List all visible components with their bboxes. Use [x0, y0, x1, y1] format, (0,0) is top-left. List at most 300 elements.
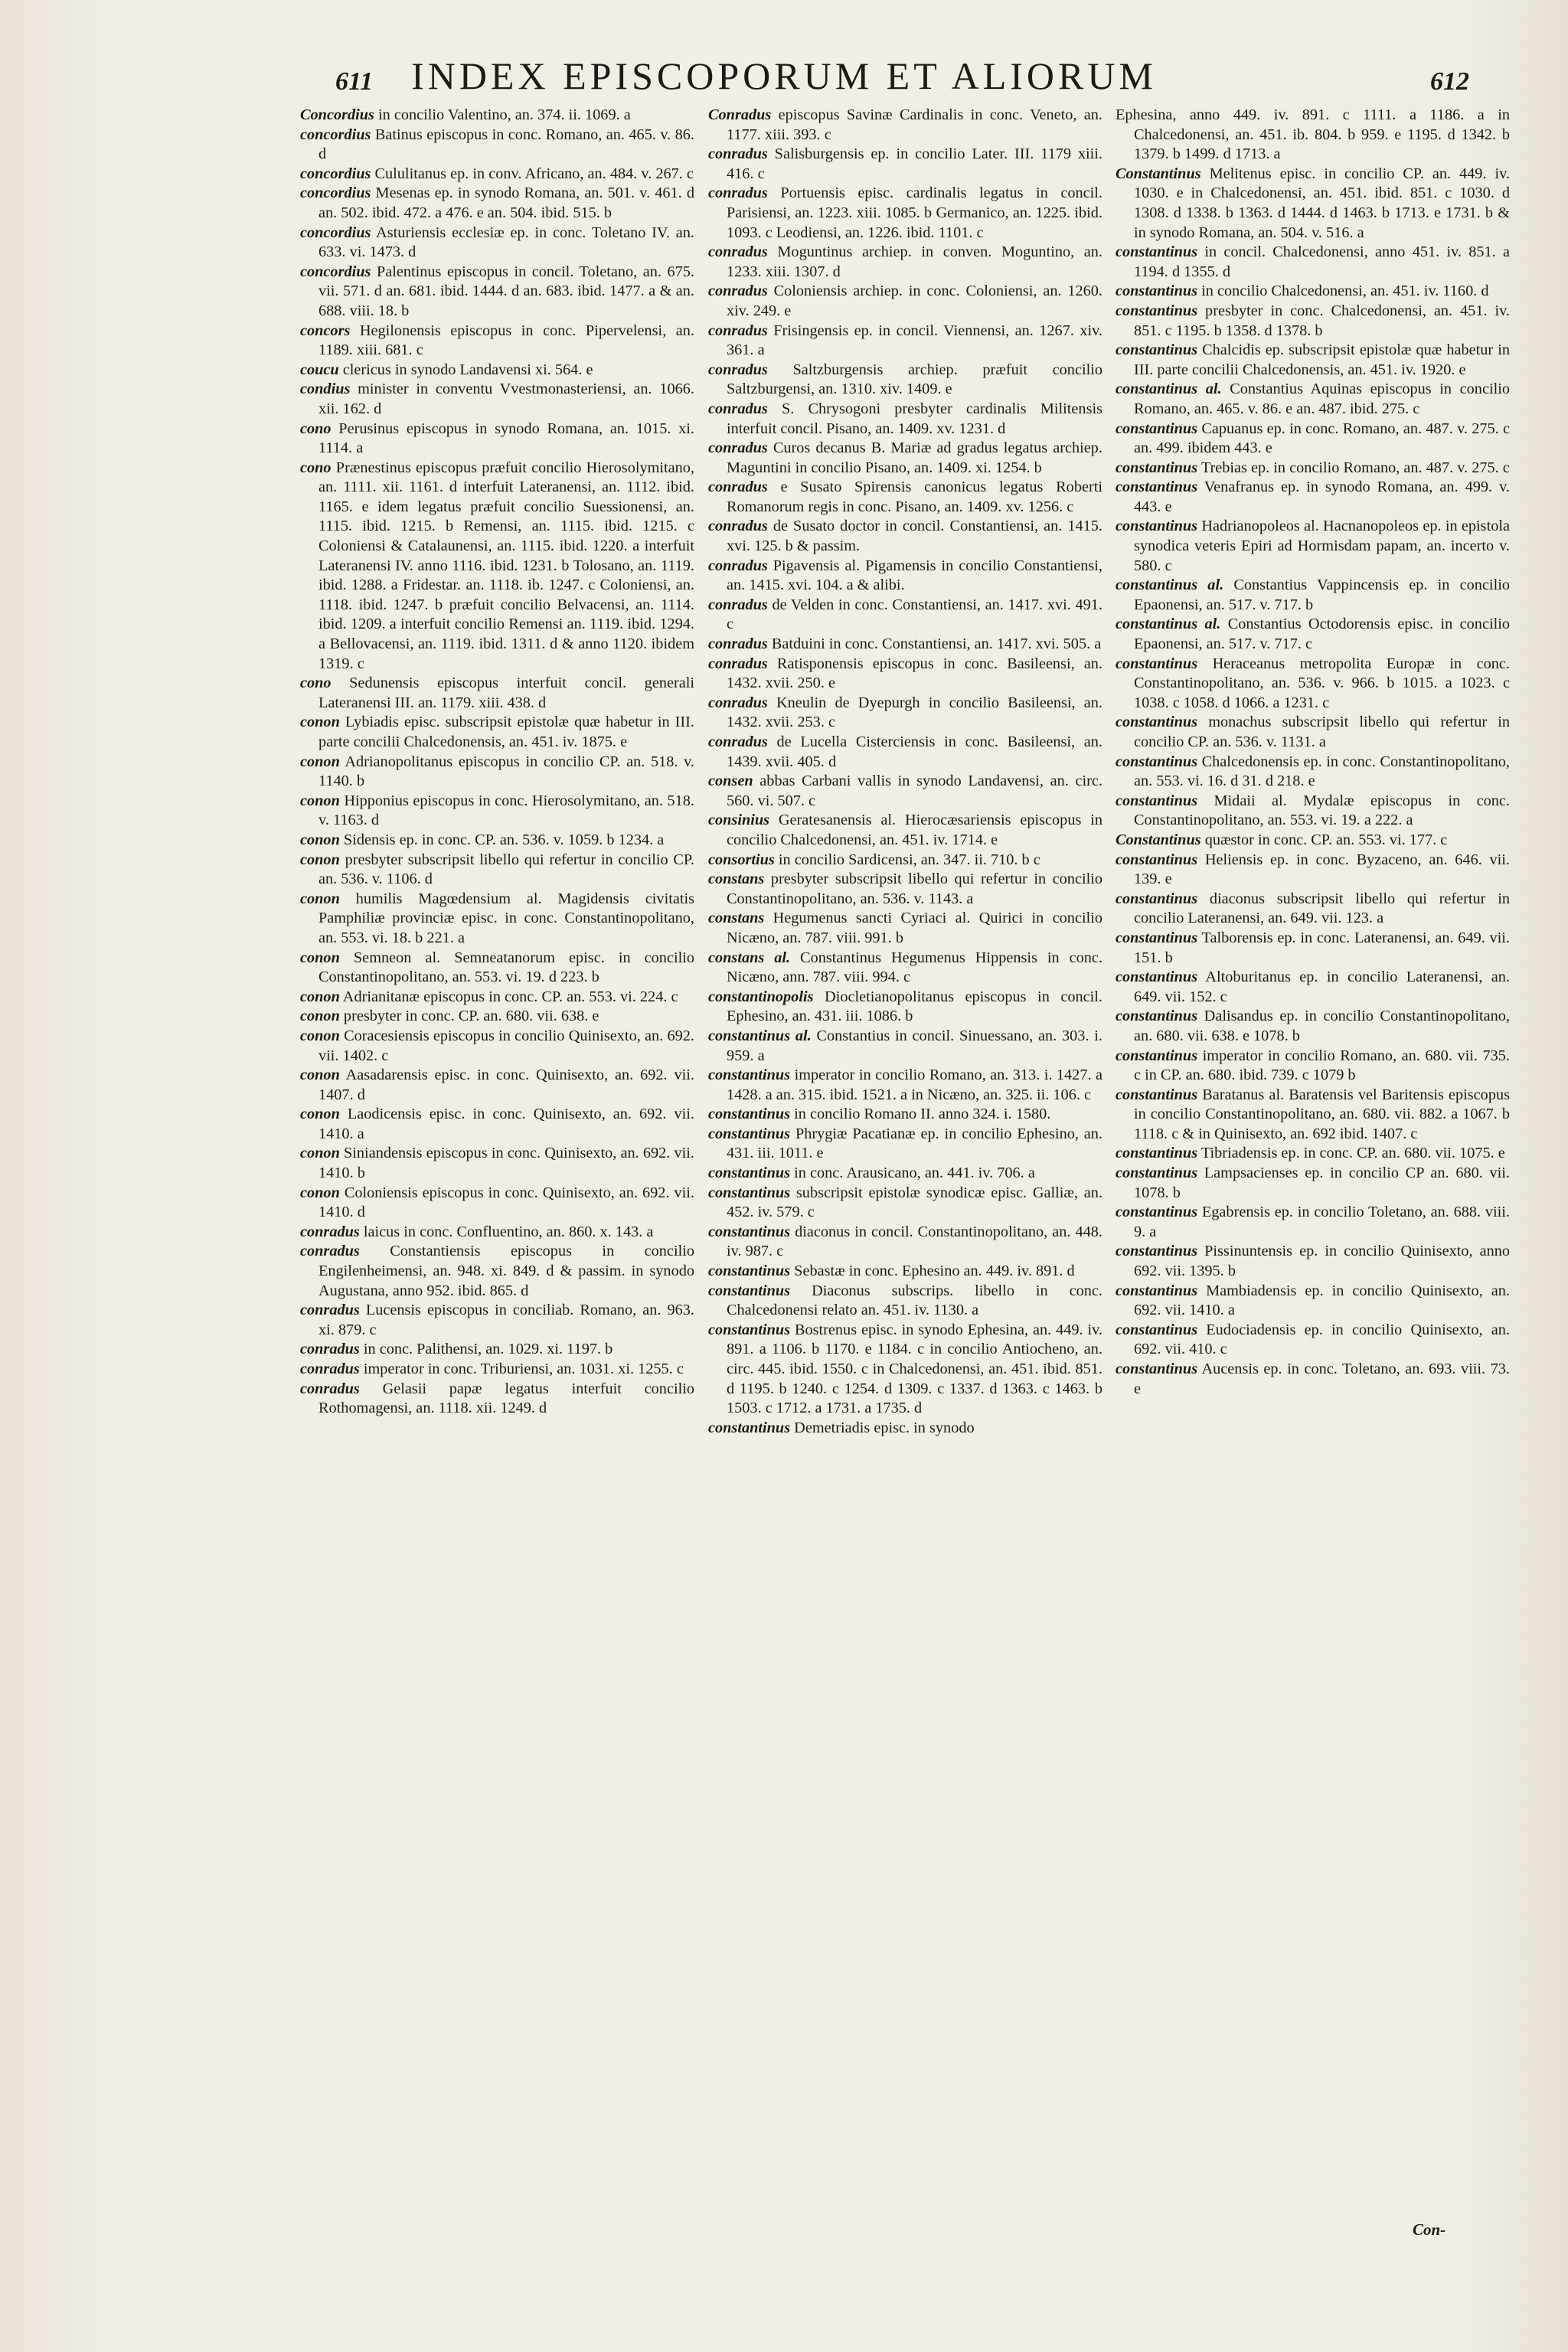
index-entry	[708, 870, 1102, 909]
index-entry	[1116, 713, 1510, 752]
entry-text: imperator in concilio Romano, an. 313. i. 1427. a 1428. a an. 315. ibid. 1521. a in Nicæno, an. 325. ii. 106. c	[727, 1067, 1102, 1103]
entry-text: Talborensis ep. in conc. Lateranensi, an. 649. vii. 151. b	[1134, 929, 1510, 966]
entry-text: Phrygiæ Pacatianæ ep. in concilio Ephesino, an. 431. iii. 1011. e	[727, 1125, 1102, 1162]
entry-text: Geratesanensis al. Hierocæsariensis episcopus in concilio Chalcedonensi, an. 451. iv. 1714. e	[727, 812, 1102, 848]
catchword: Con-	[1413, 2220, 1446, 2239]
entry-headword: conon	[300, 792, 340, 809]
entry-text: Eudociadensis ep. in concilio Quinisexto, an. 692. vii. 410. c	[1134, 1321, 1510, 1358]
index-entry	[300, 184, 694, 223]
entry-text: Baratanus al. Baratensis vel Baritensis episcopus in concilio Constantinopolitano, an. 680. vii. 882. a 1067. b 1118. c & in Quinisexto, an. 692 ibid. 1407. c	[1134, 1086, 1510, 1142]
page-header	[0, 47, 1568, 109]
entry-text: Ratisponensis episcopus in conc. Basileensi, an. 1432. xvii. 250. e	[727, 655, 1102, 692]
index-entry	[1116, 165, 1510, 243]
entry-text: Sedunensis episcopus interfuit concil. generali Lateranensi III. an. 1179. xiii. 438. d	[318, 675, 694, 711]
index-entry	[300, 106, 694, 126]
index-entry	[1116, 792, 1510, 831]
index-entry	[300, 459, 694, 675]
entry-headword: constantinus	[708, 1263, 791, 1280]
index-entry	[708, 1125, 1102, 1164]
entry-headword: conradus	[708, 400, 768, 417]
index-entry	[708, 694, 1102, 733]
entry-headword: constantinus	[1116, 1361, 1198, 1377]
entry-headword: constantinus al.	[1116, 381, 1222, 398]
entry-headword: constantinus al.	[1116, 616, 1221, 633]
index-entry	[708, 361, 1102, 400]
entry-headword: constantinus	[1116, 753, 1198, 770]
entry-text: Constantius Vappincensis ep. in concilio Epaonensi, an. 517. v. 717. b	[1134, 577, 1510, 613]
entry-headword: concordius	[300, 263, 371, 280]
entry-text: Gelasii papæ legatus interfuit concilio Rothomagensi, an. 1118. xii. 1249. d	[318, 1380, 694, 1417]
entry-headword: conon	[300, 1106, 340, 1123]
entry-headword: Constantinus	[1116, 831, 1201, 848]
entry-text: Perusinus episcopus in synodo Romana, an. 1015. xi. 1114. a	[318, 420, 694, 457]
index-entry	[708, 517, 1102, 556]
entry-text: Capuanus ep. in conc. Romano, an. 487. v. 275. c an. 499. ibidem 443. e	[1134, 420, 1510, 457]
entry-headword: conradus	[300, 1341, 360, 1358]
entry-text: Lampsacienses ep. in concilio CP an. 680. vii. 1078. b	[1134, 1165, 1510, 1201]
entry-headword: constans al.	[708, 949, 791, 966]
entry-text: in concilio Chalcedonensi, an. 451. iv. 1160. d	[1201, 283, 1489, 300]
index-entry	[1116, 1164, 1510, 1203]
index-entry	[300, 988, 694, 1008]
entry-headword: conradus	[708, 185, 768, 202]
entry-headword: constantinus	[1116, 518, 1198, 535]
entry-text: presbyter in conc. CP. an. 680. vii. 638. e	[343, 1008, 599, 1025]
index-entry	[300, 1007, 694, 1027]
index-entry	[1116, 106, 1510, 165]
entry-headword: conradus	[708, 243, 768, 261]
entry-text: abbas Carbani vallis in synodo Landavensi, an. circ. 560. vi. 507. c	[727, 773, 1102, 809]
index-entry	[300, 361, 694, 381]
index-entry	[1116, 753, 1510, 792]
index-entry	[1116, 302, 1510, 341]
entry-headword: constans	[708, 871, 765, 888]
index-entry	[708, 439, 1102, 478]
index-entry	[1116, 1203, 1510, 1242]
index-entry	[300, 1066, 694, 1105]
index-entry	[300, 792, 694, 831]
index-entry	[708, 772, 1102, 811]
entry-headword: Constantinus	[1116, 165, 1201, 182]
entry-headword: condius	[300, 381, 351, 398]
entry-headword: cono	[300, 459, 332, 476]
entry-headword: constantinus	[1116, 341, 1198, 359]
entry-text: Hadrianopoleos al. Hacnanopoleos ep. in epistola synodica veteris Epiri ad Hormisdam papam, an. incerto v. 580. c	[1134, 518, 1510, 574]
index-entry	[708, 1105, 1102, 1125]
entry-headword: constantinus	[1116, 1086, 1198, 1103]
entry-headword: constantinus	[708, 1282, 791, 1299]
index-entry	[300, 890, 694, 949]
entry-headword: conon	[300, 753, 340, 770]
entry-headword: constantinus	[708, 1223, 791, 1240]
index-entry	[1116, 851, 1510, 890]
index-entry	[708, 1027, 1102, 1066]
index-entry	[1116, 341, 1510, 380]
entry-text: Hegilonensis episcopus in conc. Pipervelensi, an. 1189. xiii. 681. c	[318, 322, 694, 359]
entry-headword: conon	[300, 1027, 340, 1044]
index-entry	[1116, 517, 1510, 576]
index-entry	[300, 263, 694, 322]
entry-headword: constantinus	[708, 1419, 791, 1436]
entry-headword: Concordius	[300, 106, 374, 123]
index-entry	[1116, 420, 1510, 459]
entry-text: Hipponius episcopus in conc. Hierosolymitano, an. 518. v. 1163. d	[318, 792, 694, 829]
entry-text: de Lucella Cisterciensis in conc. Basileensi, an. 1439. xvii. 405. d	[727, 733, 1102, 770]
entry-headword: concordius	[300, 224, 371, 241]
index-column-1	[300, 106, 694, 2311]
index-entry	[300, 831, 694, 851]
index-entry	[300, 713, 694, 752]
index-entry	[708, 557, 1102, 596]
entry-text: in concilio Valentino, an. 374. ii. 1069. a	[378, 106, 631, 123]
entry-text: Prænestinus episcopus præfuit concilio Hierosolymitano, an. 1111. xii. 1161. d interfuit Lateranensi, an. 1112. ibid. 1165. e idem legatus præfuit concilio Suessionensi, an. 1115. ibid. 1215. b Remensi, an. 1115. ibid. 1215. c Coloniensi & Catalaunensi, an. 1115. ibid. 1220. a interfuit Lateranensi IV. anno 1116. ibid. 1231. b Tolosano, an. 1119. ibid. 1288. a Fridestar. an. 1118. ib. 1247. c Coloniensi, an. 1118. ibid. 1247. b præfuit concilio Belvacensi, an. 1114. ibid. 1209. a interfuit concilio Remensi an. 1119. ibid. 1294. a Bellovacensi, an. 1119. ibid. 1311. d & anno 1120. ibidem 1319. c	[318, 459, 694, 672]
entry-text: Cululitanus ep. in conv. Africano, an. 484. v. 267. c	[374, 165, 694, 182]
index-entry	[708, 733, 1102, 772]
entry-text: Saltzburgensis archiep. præfuit concilio Saltzburgensi, an. 1310. xiv. 1409. e	[727, 361, 1102, 398]
entry-headword: conradus	[708, 733, 768, 750]
index-entry	[300, 674, 694, 713]
entry-text: Mambiadensis ep. in concilio Quinisexto, an. 692. vii. 1410. a	[1134, 1282, 1510, 1319]
entry-text: imperator in conc. Triburiensi, an. 1031. xi. 1255. c	[363, 1361, 684, 1377]
entry-text: Asturiensis ecclesiæ ep. in conc. Toletano IV. an. 633. vi. 1473. d	[318, 224, 694, 261]
entry-headword: constantinus	[1116, 243, 1198, 261]
entry-headword: concors	[300, 322, 351, 339]
entry-text: Moguntinus archiep. in conven. Moguntino, an. 1233. xiii. 1307. d	[727, 243, 1102, 280]
entry-headword: conradus	[300, 1361, 360, 1377]
index-entry	[300, 1242, 694, 1301]
entry-text: de Susato doctor in concil. Constantiensi, an. 1415. xvi. 125. b & passim.	[727, 518, 1102, 555]
index-entry	[1116, 968, 1510, 1007]
entry-headword: constantinus	[1116, 1321, 1198, 1338]
entry-text: Chalcidis ep. subscripsit epistolæ quæ habetur in III. parte concilii Chalcedonensis, an. 451. iv. 1920. e	[1134, 341, 1510, 378]
index-entry	[1116, 655, 1510, 714]
index-entry	[300, 1301, 694, 1340]
entry-text: S. Chrysogoni presbyter cardinalis Militensis interfuit concil. Pisano, an. 1409. xv. 1231. d	[727, 400, 1102, 437]
entry-headword: conradus	[708, 694, 768, 711]
entry-text: Pigavensis al. Pigamensis in concilio Constantiensi, an. 1415. xvi. 104. a & alibi.	[727, 557, 1102, 594]
running-title: INDEX EPISCOPORUM ET ALIORUM	[411, 54, 1157, 97]
entry-headword: cono	[300, 420, 332, 437]
entry-text: Laodicensis episc. in conc. Quinisexto, an. 692. vii. 1410. a	[318, 1106, 694, 1142]
index-entry	[300, 1223, 694, 1243]
entry-text: Kneulin de Dyepurgh in concilio Basileensi, an. 1432. xvii. 253. c	[727, 694, 1102, 731]
entry-headword: constantinus al.	[1116, 577, 1224, 594]
index-entry	[300, 851, 694, 890]
index-entry	[708, 655, 1102, 694]
index-entry	[1116, 1360, 1510, 1399]
entry-text: Diocletianopolitanus episcopus in concil. Ephesino, an. 431. iii. 1086. b	[727, 988, 1102, 1025]
index-entry	[708, 1184, 1102, 1223]
entry-text: de Velden in conc. Constantiensi, an. 1417. xvi. 491. c	[727, 596, 1102, 633]
index-entry	[708, 1419, 1102, 1439]
entry-headword: conradus	[708, 145, 768, 163]
entry-headword: conon	[300, 1067, 340, 1084]
index-entry	[708, 596, 1102, 635]
entry-headword: conon	[300, 1008, 340, 1025]
index-entry	[1116, 1086, 1510, 1145]
entry-text: Sidensis ep. in conc. CP. an. 536. v. 1059. b 1234. a	[343, 831, 665, 848]
entry-headword: constantinus	[1116, 1165, 1198, 1182]
index-entry	[1116, 890, 1510, 929]
entry-text: Dalisandus ep. in concilio Constantinopolitano, an. 680. vii. 638. e 1078. b	[1134, 1008, 1510, 1044]
index-entry	[708, 1282, 1102, 1321]
entry-text: in conc. Arausicano, an. 441. iv. 706. a	[794, 1165, 1035, 1182]
entry-headword: Conradus	[708, 106, 772, 123]
entry-text: Egabrensis ep. in concilio Toletano, an. 688. viii. 9. a	[1134, 1204, 1510, 1240]
entry-text: Chalcedonensis ep. in conc. Constantinopolitano, an. 553. vi. 16. d 31. d 218. e	[1134, 753, 1510, 790]
entry-text: Ephesina, anno 449. iv. 891. c 1111. a 1186. a in Chalcedonensi, an. 451. ib. 804. b 959. e 1195. d 1342. b 1379. b 1499. d 1713. a	[1116, 106, 1510, 163]
entry-headword: conradus	[708, 518, 768, 535]
index-entry	[708, 478, 1102, 517]
entry-headword: constantinus	[1116, 302, 1198, 319]
entry-headword: constantinus	[1116, 851, 1198, 868]
entry-headword: conon	[300, 1145, 340, 1162]
entry-text: Venafranus ep. in synodo Romana, an. 499. v. 443. e	[1134, 479, 1510, 515]
index-entry	[300, 420, 694, 459]
entry-headword: constantinus	[1116, 1243, 1198, 1260]
entry-text: presbyter subscripsit libello qui refertur in concilio Constantinopolitano, an. 536. v. 1143. a	[727, 871, 1102, 907]
entry-headword: conon	[300, 851, 340, 868]
entry-text: laicus in conc. Confluentino, an. 860. x. 143. a	[363, 1223, 654, 1240]
page-number-right: 612	[1430, 67, 1469, 96]
entry-headword: constantinus	[1116, 459, 1198, 476]
index-entry	[708, 988, 1102, 1027]
page-number-left: 611	[335, 67, 374, 96]
index-entry	[708, 1223, 1102, 1262]
entry-text: diaconus subscripsit libello qui refertur in concilio Lateranensi, an. 649. vii. 123. a	[1134, 890, 1510, 927]
entry-text: diaconus in concil. Constantinopolitano, an. 448. iv. 987. c	[727, 1223, 1102, 1260]
entry-text: Altoburitanus ep. in concilio Lateranensi, an. 649. vii. 152. c	[1134, 969, 1510, 1005]
index-entry	[300, 1380, 694, 1419]
index-entry	[1116, 615, 1510, 654]
entry-headword: conradus	[708, 361, 768, 378]
entry-text: Pissinuntensis ep. in concilio Quinisexto, anno 692. vii. 1395. b	[1134, 1243, 1510, 1280]
index-entry	[1116, 576, 1510, 615]
index-entry	[300, 1360, 694, 1380]
entry-text: Heliensis ep. in conc. Byzaceno, an. 646. vii. 139. e	[1134, 851, 1510, 888]
entry-text: Semneon al. Semneatanorum episc. in concilio Constantinopolitano, an. 553. vi. 19. d 223. b	[318, 949, 694, 986]
index-column-2	[708, 106, 1102, 2311]
entry-text: Constantius Aquinas episcopus in concilio Romano, an. 465. v. 86. e an. 487. ibid. 275. c	[1134, 381, 1510, 417]
index-entry	[708, 949, 1102, 988]
entry-headword: constantinus	[1116, 1145, 1198, 1162]
entry-headword: constantinus	[1116, 929, 1198, 946]
entry-headword: constantinopolis	[708, 988, 814, 1005]
entry-headword: constantinus	[1116, 1008, 1198, 1025]
entry-headword: constantinus	[708, 1125, 791, 1142]
index-entry	[1116, 1007, 1510, 1046]
entry-text: Siniandensis episcopus in conc. Quinisexto, an. 692. vii. 1410. b	[318, 1145, 694, 1182]
index-entry	[300, 322, 694, 361]
entry-headword: concordius	[300, 165, 371, 182]
entry-headword: constantinus	[1116, 283, 1198, 300]
entry-headword: consinius	[708, 812, 770, 829]
index-entry	[708, 1164, 1102, 1184]
entry-text: Lucensis episcopus in conciliab. Romano, an. 963. xi. 879. c	[318, 1302, 694, 1338]
entry-text: Trebias ep. in concilio Romano, an. 487. v. 275. c	[1200, 459, 1510, 476]
entry-text: Constantinus Hegumenus Hippensis in conc. Nicæno, ann. 787. viii. 994. c	[727, 949, 1102, 986]
entry-headword: conon	[300, 949, 340, 966]
entry-text: quæstor in conc. CP. an. 553. vi. 177. c	[1204, 831, 1448, 848]
index-entry	[1116, 1282, 1510, 1321]
entry-text: Lybiadis episc. subscripsit epistolæ quæ habetur in III. parte concilii Chalcedonensis, an. 451. iv. 1875. e	[318, 714, 694, 750]
entry-text: Sebastæ in conc. Ephesino an. 449. iv. 891. d	[794, 1263, 1075, 1280]
entry-headword: conon	[300, 988, 340, 1005]
entry-text: Melitenus episc. in concilio CP. an. 449. iv. 1030. e in Chalcedonensi, an. 451. ibid. 851. c 1030. d 1308. d 1338. b 1363. d 1444. d 1463. b 1713. e 1731. b & in synodo Romana, an. 504. v. 516. a	[1134, 165, 1510, 241]
index-entry	[708, 184, 1102, 243]
entry-text: minister in conventu Vvestmonasteriensi, an. 1066. xii. 162. d	[318, 381, 694, 417]
index-entry	[708, 909, 1102, 948]
entry-headword: conradus	[300, 1243, 360, 1260]
entry-headword: constantinus	[708, 1067, 791, 1084]
index-entry	[708, 851, 1102, 871]
entry-headword: consortius	[708, 851, 775, 868]
entry-text: Demetriadis episc. in synodo	[794, 1419, 975, 1436]
index-entry	[300, 1144, 694, 1183]
entry-headword: conradus	[300, 1380, 360, 1397]
entry-text: imperator in concilio Romano, an. 680. vii. 735. c in CP. an. 680. ibid. 739. c 1079 b	[1134, 1047, 1510, 1084]
entry-headword: constantinus	[708, 1321, 791, 1338]
entry-headword: constantinus	[1116, 420, 1198, 437]
entry-headword: constantinus	[1116, 792, 1198, 809]
index-entry	[1116, 282, 1510, 302]
entry-headword: constantinus	[1116, 655, 1198, 672]
entry-headword: conradus	[300, 1302, 360, 1319]
index-entry	[300, 753, 694, 792]
entry-headword: constantinus	[708, 1106, 791, 1123]
entry-headword: constantinus	[708, 1165, 791, 1182]
entry-text: Tibriadensis ep. in conc. CP. an. 680. vii. 1075. e	[1200, 1145, 1505, 1162]
index-entry	[708, 322, 1102, 361]
entry-headword: constantinus	[1116, 969, 1198, 986]
entry-headword: consen	[708, 773, 753, 790]
index-entry	[708, 282, 1102, 321]
entry-text: Aucensis ep. in conc. Toletano, an. 693. viii. 73. e	[1134, 1361, 1510, 1397]
entry-text: Midaii al. Mydalæ episcopus in conc. Constantinopolitano, an. 553. vi. 19. a 222. a	[1134, 792, 1510, 829]
entry-headword: concordius	[300, 126, 371, 143]
entry-headword: constans	[708, 910, 765, 927]
entry-headword: conradus	[708, 557, 768, 574]
entry-headword: conon	[300, 831, 340, 848]
entry-text: Salisburgensis ep. in concilio Later. III. 1179 xiii. 416. c	[727, 145, 1102, 182]
entry-headword: constantinus	[1116, 1204, 1198, 1221]
entry-headword: conradus	[300, 1223, 360, 1240]
entry-text: Mesenas ep. in synodo Romana, an. 501. v. 461. d an. 502. ibid. 472. a 476. e an. 504. ibid. 515. b	[318, 185, 694, 221]
entry-text: in concilio Romano II. anno 324. i. 1580.	[794, 1106, 1051, 1123]
entry-headword: conradus	[708, 439, 768, 457]
index-entry	[1116, 478, 1510, 517]
entry-text: Bostrenus episc. in synodo Ephesina, an. 449. iv. 891. a 1106. b 1170. e 1184. c in concilio Antiocheno, an. circ. 445. ibid. 1550. c in Chalcedonensi, an. 451. ibid. 851. d 1195. b 1240. c 1254. d 1309. c 1337. d 1363. c 1463. b 1503. c 1712. a 1731. a 1735. d	[727, 1321, 1102, 1417]
entry-text: clericus in synodo Landavensi xi. 564. e	[342, 361, 593, 378]
entry-text: episcopus Savinæ Cardinalis in conc. Veneto, an. 1177. xiii. 393. c	[727, 106, 1102, 143]
index-entry	[300, 949, 694, 988]
entry-headword: conradus	[708, 283, 768, 300]
entry-headword: conradus	[708, 596, 768, 613]
entry-text: Coracesiensis episcopus in concilio Quinisexto, an. 692. vii. 1402. c	[318, 1027, 694, 1064]
index-entry	[708, 811, 1102, 850]
index-entry	[300, 1340, 694, 1360]
entry-headword: conradus	[708, 479, 768, 496]
entry-headword: conon	[300, 714, 340, 731]
entry-text: Constantiensis episcopus in concilio Engilenheimensi, an. 948. xi. 849. d & passim. in synodo Augustana, anno 952. ibid. 865. d	[318, 1243, 694, 1299]
index-entry	[300, 126, 694, 165]
entry-text: Palentinus episcopus in concil. Toletano, an. 675. vii. 571. d an. 681. ibid. 1444. d an. 683. ibid. 1477. a & an. 688. viii. 18. b	[318, 263, 694, 319]
index-entry	[300, 165, 694, 185]
index-entry	[300, 1184, 694, 1223]
entry-headword: coucu	[300, 361, 339, 378]
entry-text: presbyter in conc. Chalcedonensi, an. 451. iv. 851. c 1195. b 1358. d 1378. b	[1134, 302, 1510, 339]
entry-text: subscripsit epistolæ synodicæ episc. Galliæ, an. 452. iv. 579. c	[727, 1184, 1102, 1221]
entry-headword: constantinus	[1116, 890, 1198, 907]
entry-headword: constantinus al.	[708, 1027, 812, 1044]
entry-text: Adrianopolitanus episcopus in concilio CP. an. 518. v. 1140. b	[318, 753, 694, 790]
index-entry	[708, 635, 1102, 655]
entry-text: Coloniensis archiep. in conc. Coloniensi, an. 1260. xiv. 249. e	[727, 283, 1102, 319]
entry-headword: concordius	[300, 185, 371, 202]
index-entry	[1116, 380, 1510, 419]
entry-text: presbyter subscripsit libello qui refertur in concilio CP. an. 536. v. 1106. d	[318, 851, 694, 888]
entry-text: Adrianitanæ episcopus in conc. CP. an. 553. vi. 224. c	[342, 988, 678, 1005]
entry-text: Aasadarensis episc. in conc. Quinisexto, an. 692. vii. 1407. d	[318, 1067, 694, 1103]
index-entry	[708, 1066, 1102, 1105]
index-entry	[300, 1105, 694, 1144]
entry-text: Frisingensis ep. in concil. Viennensi, an. 1267. xiv. 361. a	[727, 322, 1102, 359]
entry-headword: cono	[300, 675, 332, 692]
entry-text: Batinus episcopus in conc. Romano, an. 465. v. 86. d	[318, 126, 694, 163]
entry-text: Heraceanus metropolita Europæ in conc. Constantinopolitano, an. 536. v. 966. b 1015. a 1023. c 1038. c 1058. d 1066. a 1231. c	[1134, 655, 1510, 711]
index-entry	[1116, 929, 1510, 968]
entry-text: Constantius in concil. Sinuessano, an. 303. i. 959. a	[727, 1027, 1102, 1064]
entry-text: e Susato Spirensis canonicus legatus Roberti Romanorum regis in conc. Pisano, an. 1409. xv. 1256. c	[727, 479, 1102, 515]
index-entry	[1116, 831, 1510, 851]
entry-text: Batduini in conc. Constantiensi, an. 1417. xvi. 505. a	[771, 635, 1102, 653]
index-entry	[1116, 1321, 1510, 1360]
entry-text: in concilio Sardicensi, an. 347. ii. 710. b c	[778, 851, 1040, 868]
entry-text: Coloniensis episcopus in conc. Quinisexto, an. 692. vii. 1410. d	[318, 1184, 694, 1221]
entry-text: in concil. Chalcedonensi, anno 451. iv. 851. a 1194. d 1355. d	[1134, 243, 1510, 280]
index-entry	[1116, 243, 1510, 282]
entry-text: Curos decanus B. Mariæ ad gradus legatus archiep. Maguntini in concilio Pisano, an. 1409. xi. 1254. b	[727, 439, 1102, 476]
entry-headword: conradus	[708, 655, 768, 672]
entry-headword: conon	[300, 890, 340, 907]
entry-text: monachus subscripsit libello qui refertur in concilio CP. an. 536. v. 1131. a	[1134, 714, 1510, 750]
index-entry	[708, 400, 1102, 439]
entry-headword: conon	[300, 1184, 340, 1201]
index-entry	[708, 1321, 1102, 1419]
entry-text: humilis Magœdensium al. Magidensis civitatis Pamphiliæ provinciæ episc. in conc. Constantinopolitano, an. 553. vi. 18. b 221. a	[318, 890, 694, 946]
index-entry	[708, 243, 1102, 282]
index-entry	[300, 1027, 694, 1066]
entry-text: Constantius Octodorensis episc. in concilio Epaonensi, an. 517. v. 717. c	[1134, 616, 1510, 653]
index-entry	[1116, 1047, 1510, 1086]
index-entry	[1116, 1242, 1510, 1281]
entry-text: Portuensis episc. cardinalis legatus in concil. Parisiensi, an. 1223. xiii. 1085. b Germanico, an. 1225. ibid. 1093. c Leodiensi, an. 1226. ibid. 1101. c	[727, 185, 1102, 241]
index-entry	[1116, 459, 1510, 479]
index-entry	[300, 380, 694, 419]
entry-text: Diaconus subscrips. libello in conc. Chalcedonensi relato an. 451. iv. 1130. a	[727, 1282, 1102, 1319]
entry-headword: constantinus	[1116, 479, 1198, 496]
entry-headword: conradus	[708, 635, 768, 653]
entry-headword: constantinus	[1116, 1047, 1198, 1064]
index-entry	[708, 145, 1102, 184]
entry-headword: conradus	[708, 322, 768, 339]
entry-headword: constantinus	[708, 1184, 791, 1201]
entry-text: Hegumenus sancti Cyriaci al. Quirici in concilio Nicæno, an. 787. viii. 991. b	[727, 910, 1102, 946]
index-entry	[300, 224, 694, 263]
index-column-3	[1116, 106, 1510, 2311]
index-entry	[708, 106, 1102, 145]
index-entry	[708, 1262, 1102, 1282]
